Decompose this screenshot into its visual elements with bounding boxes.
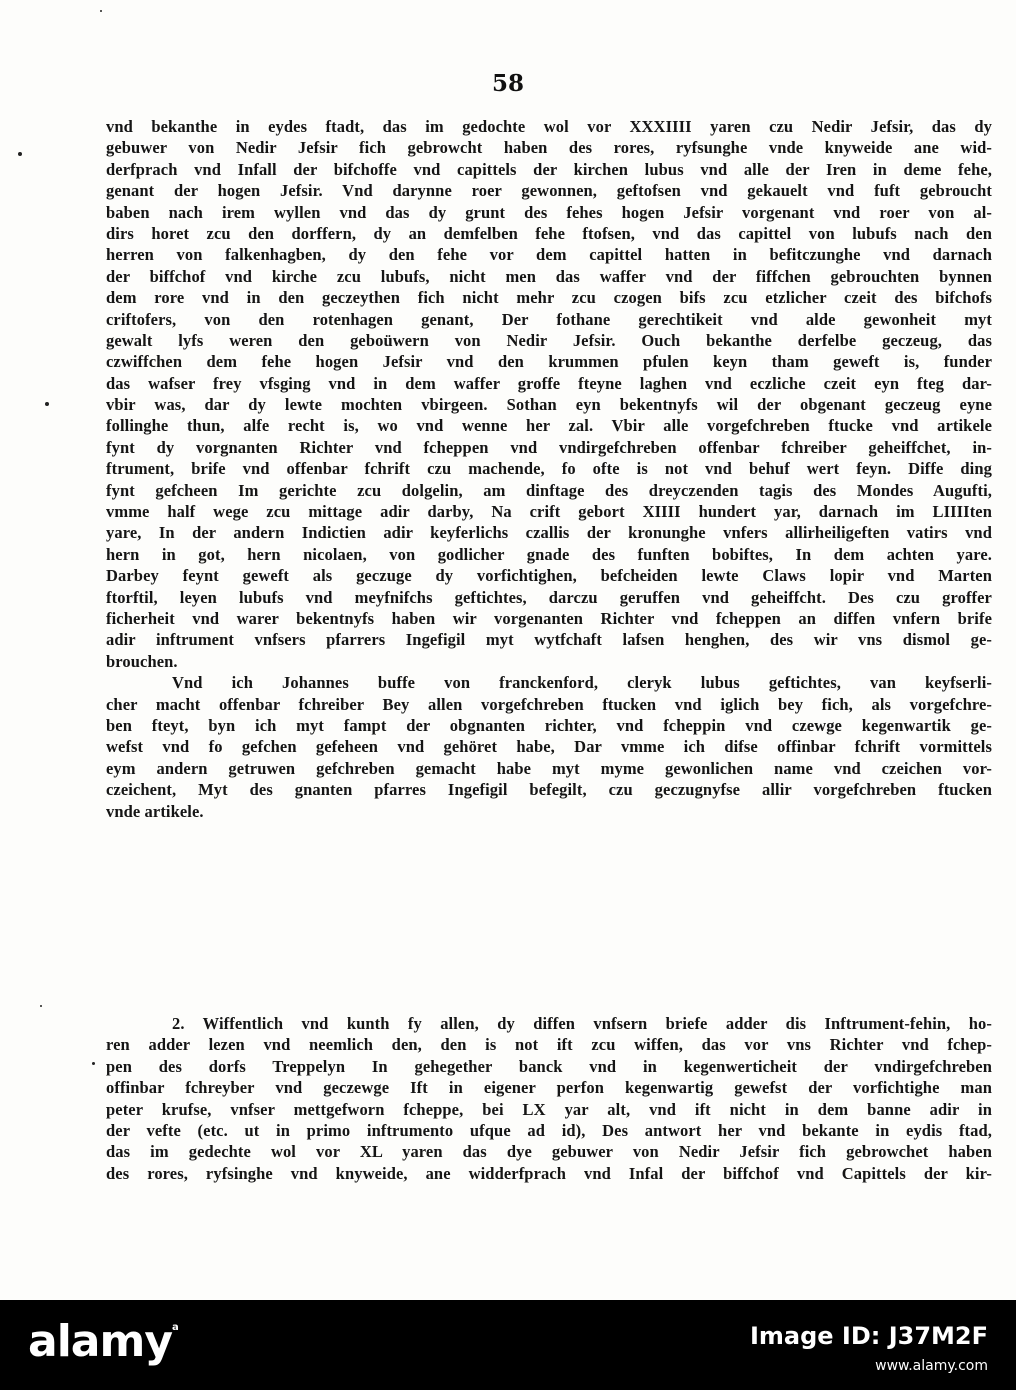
alamy-logo <box>28 1316 178 1367</box>
text-line: der vefte (etc. ut in primo inftrumento ufque ad id), Des antwort her vnd bekante in eydis ftad, <box>106 1120 992 1140</box>
text-line: follinghe thun, alfe recht is, wo vnd wenne her zal. Vbir alle vorgefchreben ftucke vnd artikele <box>106 416 992 436</box>
text-line: genant der hogen Jefsir. Vnd darynne roer gewonnen, geftofsen vnd gekauelt vnd fuft gebroucht <box>106 181 992 201</box>
text-line: cher macht offenbar fchreiber Bey allen vorgefchreben ftucken vnd iglich bey fich, als vorgefchre- <box>106 694 992 714</box>
scan-speck <box>100 10 102 12</box>
text-line: das wafser frey vfsging vnd in dem waffer groffe fteyne laghen vnd eczliche czeit eyn fteg dar- <box>106 373 992 393</box>
text-line: ben fteyt, byn ich myt fampt der obgnanten richter, vnd fcheppin vnd czewge kegenwartik ge- <box>106 715 992 735</box>
text-line: vnde artikele. <box>106 801 204 821</box>
text-line: wefst vnd fo gefchen gefeheen vnd gehöret habe, Dar vmme ich difse offinbar fchrift vormittels <box>106 737 992 757</box>
text-line: peter krufse, vnfser mettgefworn fcheppe, bei LX yar alt, vnd ift nicht in dem banne adir in <box>106 1099 992 1119</box>
logo-text: alamy <box>28 1316 172 1367</box>
text-line: fynt gefcheen Im gerichte zcu dolgelin, am dinftage des dreyczenden tagis des Mondes Augufti, <box>106 480 992 500</box>
text-line: vmme half wege zcu mittage adir darby, Na crift gebort XIIII hundert yar, darnach im LIIIIten <box>106 502 992 522</box>
text-line: eym andern getruwen gefchreben gemacht habe myt myme gewonlichen name vnd czeichen vor- <box>106 758 992 778</box>
text-line: 2. Wiffentlich vnd kunth fy allen, dy diffen vnfsern briefe adder dis Inftrument-fehin, ho- <box>172 1014 992 1033</box>
page-number: 58 <box>491 70 524 97</box>
scan-speck <box>45 402 49 406</box>
text-line: derfprach vnd Infall der bifchoffe vnd capittels der kirchen lubus vnd alle der Iren in deme fehe, <box>106 159 992 179</box>
text-line: brouchen. <box>106 651 178 671</box>
text-line: ftorftil, leyen lubufs vnd meyfnifchs geftichtes, darczu geruffen vnd geheiffcht. Des czu groffer <box>106 587 992 607</box>
scan-speck <box>18 152 22 156</box>
scan-speck <box>40 1005 42 1007</box>
document-section-2 <box>106 1013 992 1184</box>
text-line: yare, In der andern Indictien adir keyferlichs czallis der kronunghe vnfers allirheiligeften vatirs vnd <box>106 523 992 543</box>
logo-mark: a <box>172 1322 178 1333</box>
text-line: Vnd ich Johannes buffe von franckenford, cleryk lubus geftichtes, van keyfserli- <box>172 673 992 693</box>
text-line: herren von falkenhagben, dy den fehe vor dem capittel hatten in befitczunghe vnd darnach <box>106 245 992 265</box>
text-line: dem rore vnd in den geczeythen fich nicht mehr zcu czogen bifs zcu etzlicher czeit des bifchofs <box>106 288 992 308</box>
text-line: gebuwer von Nedir Jefsir fich gebrowcht haben des rores, ryfsunghe vnde knyweide ane wid- <box>106 138 992 158</box>
text-line: des rores, ryfsinghe vnd knyweide, ane widderfprach vnd Infal der biffchof vnd Capittels der kir- <box>106 1163 992 1183</box>
text-line: der biffchof vnd kirche zcu lubufs, nicht men das waffer vnd der fiffchen gebrouchten bynnen <box>106 266 992 286</box>
text-line: pen des dorfs Treppelyn In gehegether banck vnd in kegenwerticheit der vndirgefchreben <box>106 1056 992 1076</box>
watermark-banner <box>0 1300 1016 1390</box>
text-line: fynt dy vorgnanten Richter vnd fcheppen vnd vndirgefchreben offenbar fchreiber geheiffchet, in- <box>106 437 992 457</box>
document-section-1 <box>106 116 992 822</box>
text-line: das im gedechte wol vor XL yaren das dye gebuwer von Nedir Jefsir fich gebrowchet haben <box>106 1142 992 1162</box>
text-line: baben nach irem wyllen vnd das dy grunt des fehes hogen Jefsir vorgenant vnd roer von al- <box>106 202 992 222</box>
text-line: adir inftrument vnfsers pfarrers Ingefigil myt wytfchaft lafsen henghen, des wir vns dismol ge- <box>106 630 992 650</box>
text-line: hern in got, hern nicolaen, von godlicher gnade des funften bobiftes, In dem achten yare. <box>106 544 992 564</box>
text-line: gewalt lyfs weren den geboüwern von Nedir Jefsir. Ouch bekanthe derfelbe geczeug, das <box>106 330 992 350</box>
text-line: vbir was, dar dy lewte mochten vbirgeen. Sothan eyn bekentnyfs wil der obgenant geczeug eyne <box>106 395 992 415</box>
text-line: ren adder lezen vnd neemlich den, den is not ift zcu wiffen, das vor vns Richter vnd fchep- <box>106 1035 992 1055</box>
text-line: czeichent, Myt des gnanten pfarres Ingefigil befegilt, czu geczugnyfse allir vorgefchreben ftucken <box>106 780 992 800</box>
site-url: www.alamy.com <box>875 1358 988 1374</box>
text-line: dirs horet zcu den dorffern, dy an demfelben fehe ftofsen, vnd das capittel von lubufs nach den <box>106 223 992 243</box>
text-line: criftofers, von den rotenhagen genant, Der fothane gerechtikeit vnd alde gewonheit myt <box>106 309 992 329</box>
text-line: offinbar fchreyber vnd geczewge Ift in eigener perfon kegenwartig gewefst der vorfichtighe man <box>106 1078 992 1098</box>
text-line: ftrument, brife vnd offenbar fchrift czu machende, fo ofte is not vnd behuf wert feyn. Diffe ding <box>106 459 992 479</box>
text-line: Darbey feynt geweft als geczuge dy vorfichtighen, befcheiden lewte Claws lopir vnd Marten <box>106 566 992 586</box>
text-line: ficherheit vnd warer bekentnyfs haben wir vorgenanten Richter vnd fcheppen an diffen vnfern brife <box>106 608 992 628</box>
scan-speck <box>92 1062 95 1065</box>
text-line: czwiffchen dem fehe hogen Jefsir vnd den krummen pfulen keyn tham geweft is, funder <box>106 352 992 372</box>
image-id: Image ID: J37M2F <box>749 1322 988 1350</box>
text-line: vnd bekanthe in eydes ftadt, das im gedochte wol vor XXXIIII yaren czu Nedir Jefsir, das dy <box>106 117 992 136</box>
